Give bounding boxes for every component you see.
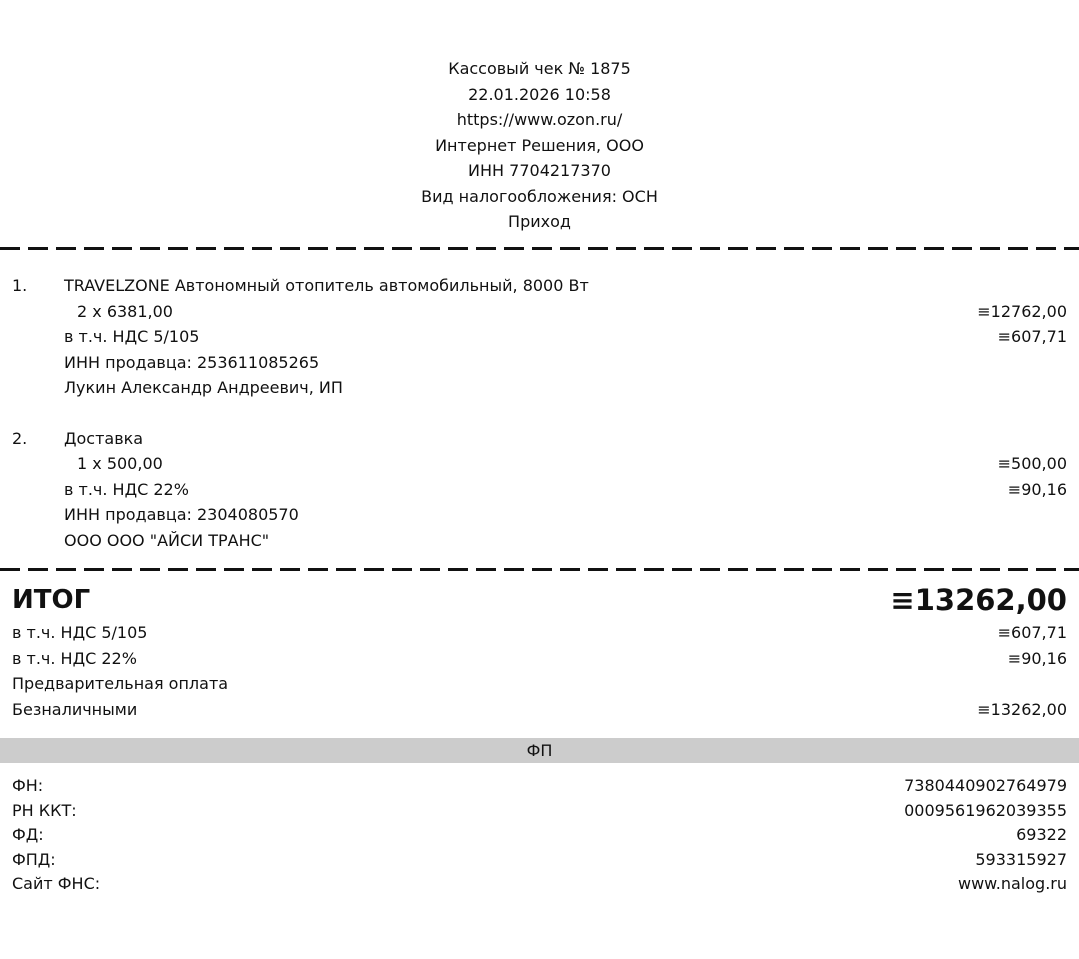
fiscal-site-link[interactable]: www.nalog.ru (957, 874, 1067, 893)
item-seller-name: Лукин Александр Андреевич, ИП (64, 378, 343, 397)
total-vat1-value: ≡607,71 (997, 623, 1067, 642)
fiscal-value: 69322 (1016, 825, 1067, 844)
item-seller-name: ООО ООО "АЙСИ ТРАНС" (64, 530, 270, 550)
total-vat2-label: в т.ч. НДС 22% (12, 648, 137, 668)
item-sum: ≡500,00 (997, 454, 1067, 473)
total-label: ИТОГ (12, 585, 91, 615)
fiscal-value: 593315927 (975, 849, 1067, 869)
item-qty-price: 2 x 6381,00 (77, 301, 173, 321)
receipt-title: Кассовый чек № 1875 (448, 59, 631, 78)
item-seller-inn: ИНН продавца: 2304080570 (64, 505, 299, 524)
item-name: TRAVELZONE Автономный отопитель автомобильный, 8000 Вт (64, 276, 589, 295)
item-number: 2. (12, 428, 28, 448)
cashless-value: ≡13262,00 (977, 699, 1067, 719)
fiscal-row (0, 799, 1079, 824)
item-vat-sum: ≡90,16 (1007, 479, 1067, 499)
items-list (0, 273, 1079, 553)
fiscal-row (0, 848, 1079, 873)
fiscal-label: ФД: (12, 825, 44, 844)
fiscal-label: РН ККТ: (12, 800, 77, 820)
total-value: ≡13262,00 (890, 583, 1067, 617)
item-name: Доставка (64, 428, 144, 448)
prepayment-label: Предварительная оплата (12, 674, 229, 693)
fiscal-row (0, 774, 1079, 799)
fiscal-value: 0009561962039355 (904, 800, 1067, 820)
totals-section (0, 582, 1079, 722)
dashed-divider-bottom (0, 568, 1079, 571)
fiscal-label: ФПД: (12, 849, 56, 869)
total-vat1-label: в т.ч. НДС 5/105 (12, 623, 148, 642)
fiscal-row (0, 823, 1079, 848)
fiscal-data (0, 774, 1079, 897)
fiscal-value: 7380440902764979 (904, 776, 1067, 795)
receipt-header (0, 56, 1079, 235)
item-seller-inn: ИНН продавца: 253611085265 (64, 352, 320, 372)
item-sum: ≡12762,00 (977, 301, 1067, 321)
total-vat2-value: ≡90,16 (1007, 648, 1067, 668)
item-qty-price: 1 x 500,00 (77, 454, 163, 473)
receipt-operation: Приход (508, 212, 571, 231)
item-number: 1. (12, 276, 28, 295)
receipt-company-inn: ИНН 7704217370 (468, 161, 611, 180)
fiscal-row (0, 872, 1079, 897)
item-vat-label: в т.ч. НДС 22% (64, 479, 189, 499)
receipt-company: Интернет Решения, ООО (435, 135, 644, 155)
item-vat-label: в т.ч. НДС 5/105 (64, 327, 200, 346)
list-item (0, 426, 1079, 554)
item-vat-sum: ≡607,71 (997, 327, 1067, 346)
fiscal-label: ФН: (12, 776, 44, 795)
receipt-site: https://www.ozon.ru/ (456, 110, 623, 129)
receipt-datetime: 22.01.2026 10:58 (468, 84, 611, 104)
fp-section-bar: ФП (0, 738, 1079, 763)
fiscal-label: Сайт ФНС: (12, 874, 101, 893)
list-item (0, 273, 1079, 401)
cashless-label: Безналичными (12, 699, 138, 719)
dashed-divider-top (0, 247, 1079, 250)
receipt-taxation: Вид налогообложения: ОСН (421, 186, 658, 206)
